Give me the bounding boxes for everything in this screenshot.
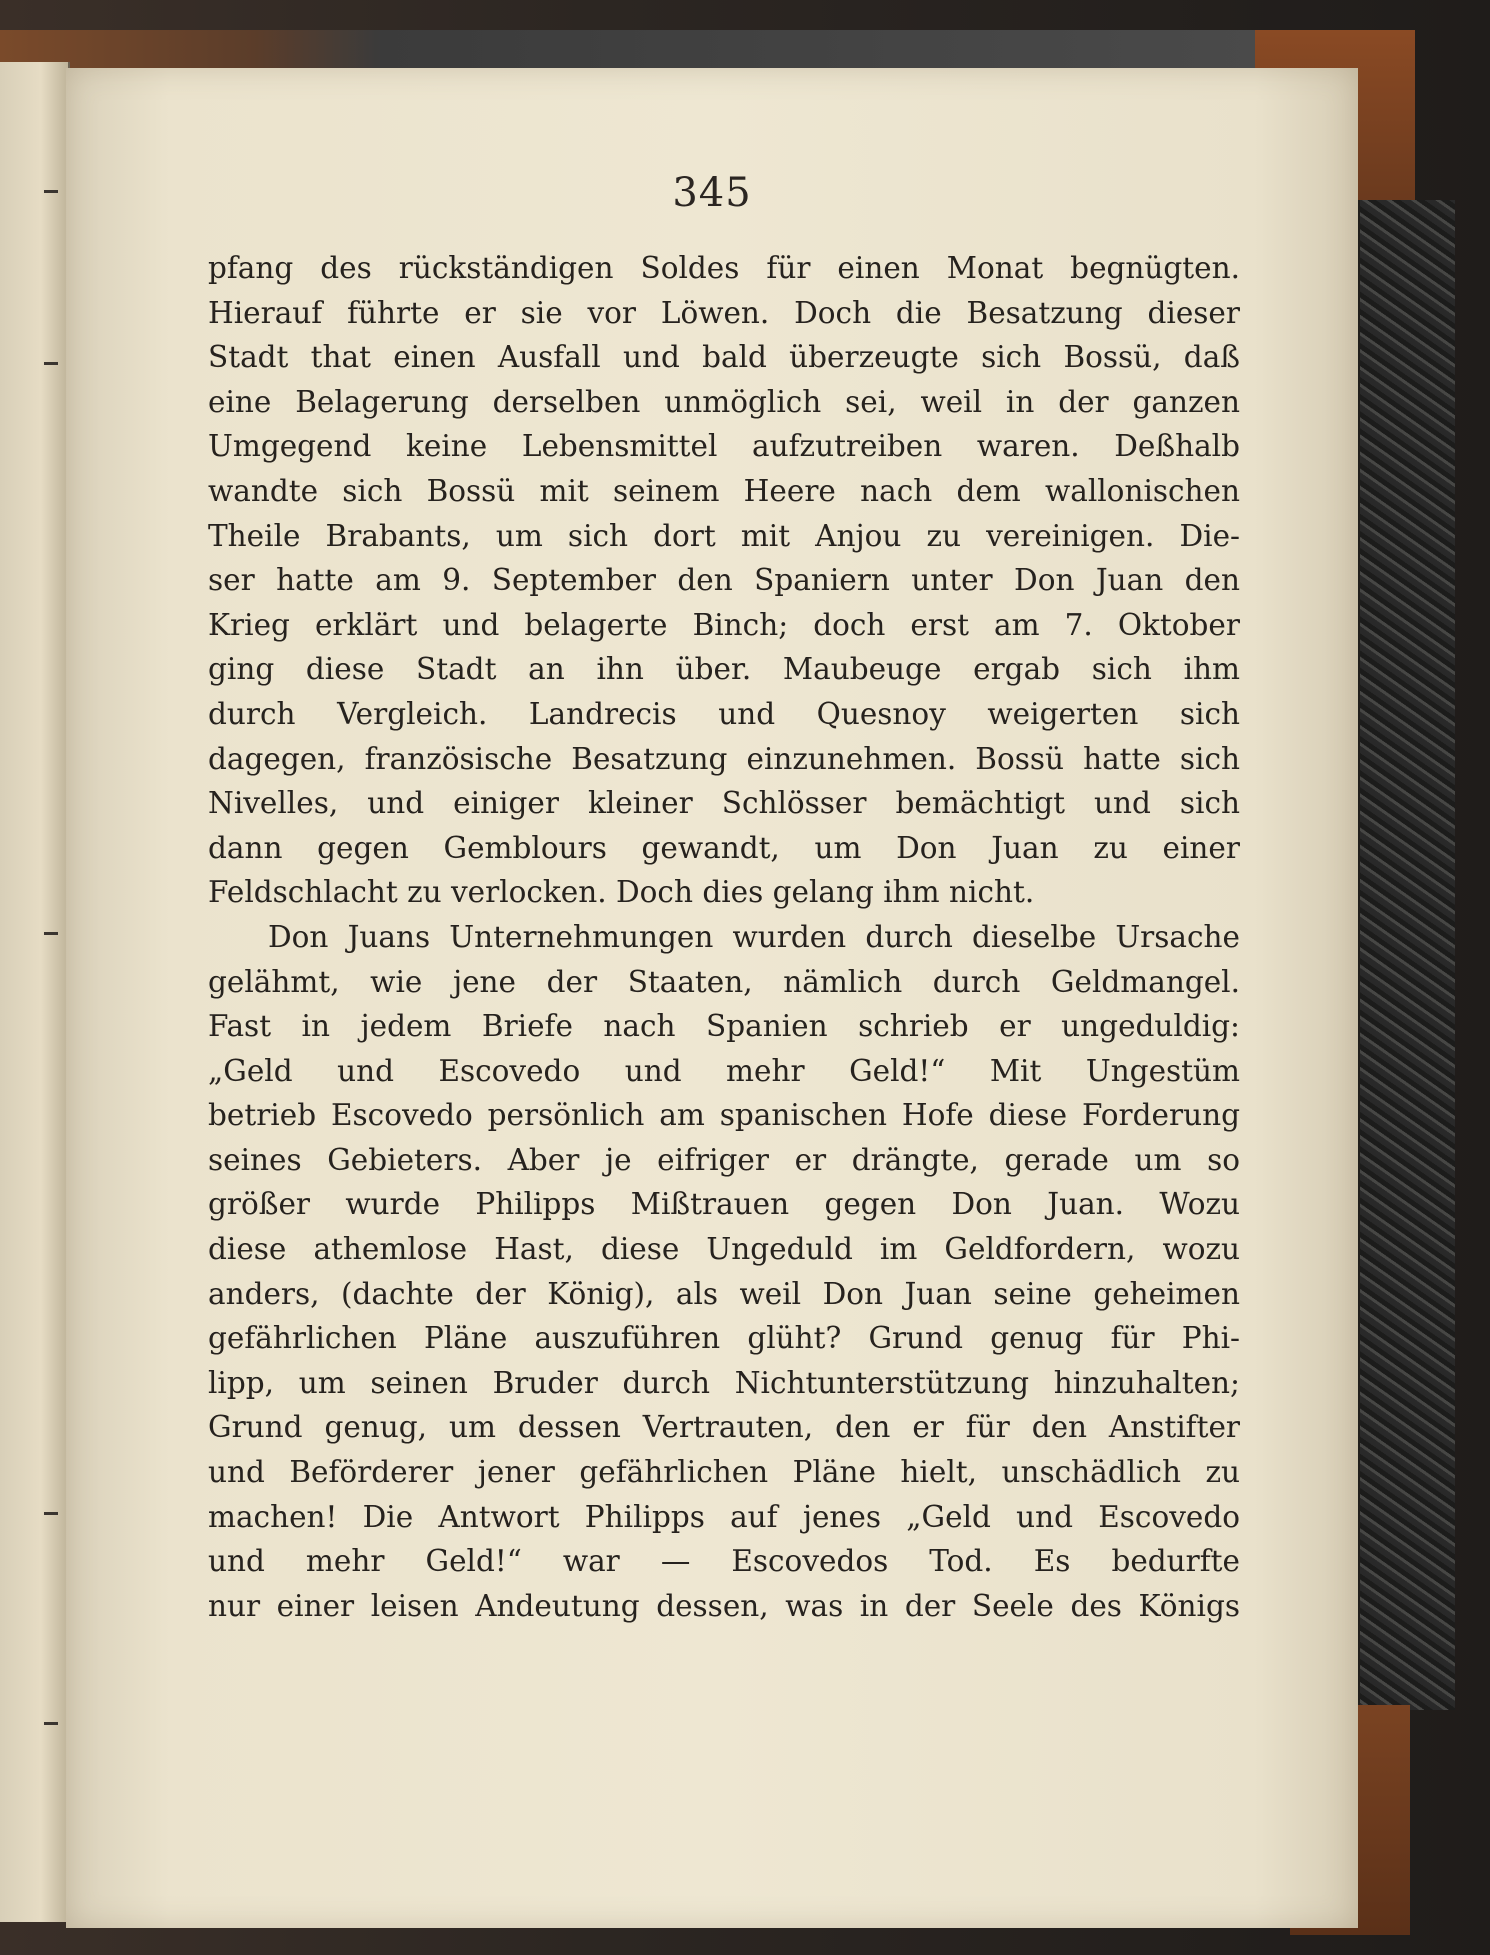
text-line: eine Belagerung derselben unmöglich sei, weil in der ganzen	[208, 384, 1240, 419]
text-line: Umgegend keine Lebensmittel aufzutreiben waren. Deßhalb	[208, 429, 1240, 464]
text-line: ser hatte am 9. September den Spaniern unter Don Juan den	[208, 563, 1240, 598]
text-line: Nivelles, und einiger kleiner Schlösser bemächtigt und sich	[208, 786, 1240, 821]
book-page	[66, 68, 1358, 1928]
margin-mark	[44, 1722, 58, 1725]
text-line: pfang des rückständigen Soldes für einen Monat begnügten.	[208, 251, 1240, 285]
text-line: betrieb Escovedo persönlich am spanischen Hofe diese Forderung	[208, 1098, 1240, 1133]
text-line: Feldschlacht zu verlocken. Doch dies gelang ihm nicht.	[208, 875, 1035, 910]
text-line: Theile Brabants, um sich dort mit Anjou zu vereinigen. Die-	[208, 518, 1240, 553]
text-line: Krieg erklärt und belagerte Binch; doch erst am 7. Oktober	[208, 607, 1240, 642]
text-line: seines Gebieters. Aber je eifriger er drängte, gerade um so	[208, 1142, 1240, 1177]
margin-mark	[44, 362, 58, 365]
body-text	[208, 246, 1240, 1628]
text-line: durch Vergleich. Landrecis und Quesnoy weigerten sich	[208, 696, 1240, 731]
text-line: Hierauf führte er sie vor Löwen. Doch die Besatzung dieser	[208, 295, 1240, 330]
text-line: gefährlichen Pläne auszuführen glüht? Grund genug für Phi-	[208, 1321, 1240, 1356]
text-line: dagegen, französische Besatzung einzunehmen. Bossü hatte sich	[208, 741, 1240, 776]
text-line: „Geld und Escovedo und mehr Geld!“ Mit Ungestüm	[208, 1053, 1240, 1088]
previous-page-edge	[0, 62, 70, 1922]
text-line: Stadt that einen Ausfall und bald überzeugte sich Bossü, daß	[208, 340, 1240, 375]
text-line: und mehr Geld!“ war — Escovedos Tod. Es bedurfte	[208, 1544, 1240, 1579]
text-line: lipp, um seinen Bruder durch Nichtunterstützung hinzuhalten;	[208, 1365, 1240, 1400]
text-line: machen! Die Antwort Philipps auf jenes „Geld und Escovedo	[208, 1499, 1240, 1534]
text-line: größer wurde Philipps Mißtrauen gegen Don Juan. Wozu	[208, 1187, 1240, 1222]
text-line: Don Juans Unternehmungen wurden durch dieselbe Ursache	[268, 919, 1240, 954]
marbled-board	[1360, 200, 1455, 1710]
text-line: Grund genug, um dessen Vertrauten, den er für den Anstifter	[208, 1410, 1240, 1445]
cover-top-edge	[0, 30, 1270, 70]
margin-mark	[44, 1512, 58, 1515]
text-line: Fast in jedem Briefe nach Spanien schrieb er ungeduldig:	[208, 1009, 1240, 1044]
text-line: ging diese Stadt an ihn über. Maubeuge ergab sich ihm	[208, 652, 1240, 687]
text-line: nur einer leisen Andeutung dessen, was in der Seele des Königs	[208, 1588, 1240, 1623]
text-line: diese athemlose Hast, diese Ungeduld im Geldfordern, wozu	[208, 1232, 1240, 1267]
text-line: wandte sich Bossü mit seinem Heere nach dem wallonischen	[208, 473, 1240, 508]
text-line: dann gegen Gemblours gewandt, um Don Juan zu einer	[208, 830, 1240, 865]
margin-mark	[44, 932, 58, 935]
text-line: und Beförderer jener gefährlichen Pläne hielt, unschädlich zu	[208, 1455, 1240, 1490]
text-line: gelähmt, wie jene der Staaten, nämlich durch Geldmangel.	[208, 964, 1240, 999]
page-number: 345	[672, 170, 752, 216]
margin-mark	[44, 190, 58, 193]
text-line: anders, (dachte der König), als weil Don Juan seine geheimen	[208, 1276, 1240, 1311]
